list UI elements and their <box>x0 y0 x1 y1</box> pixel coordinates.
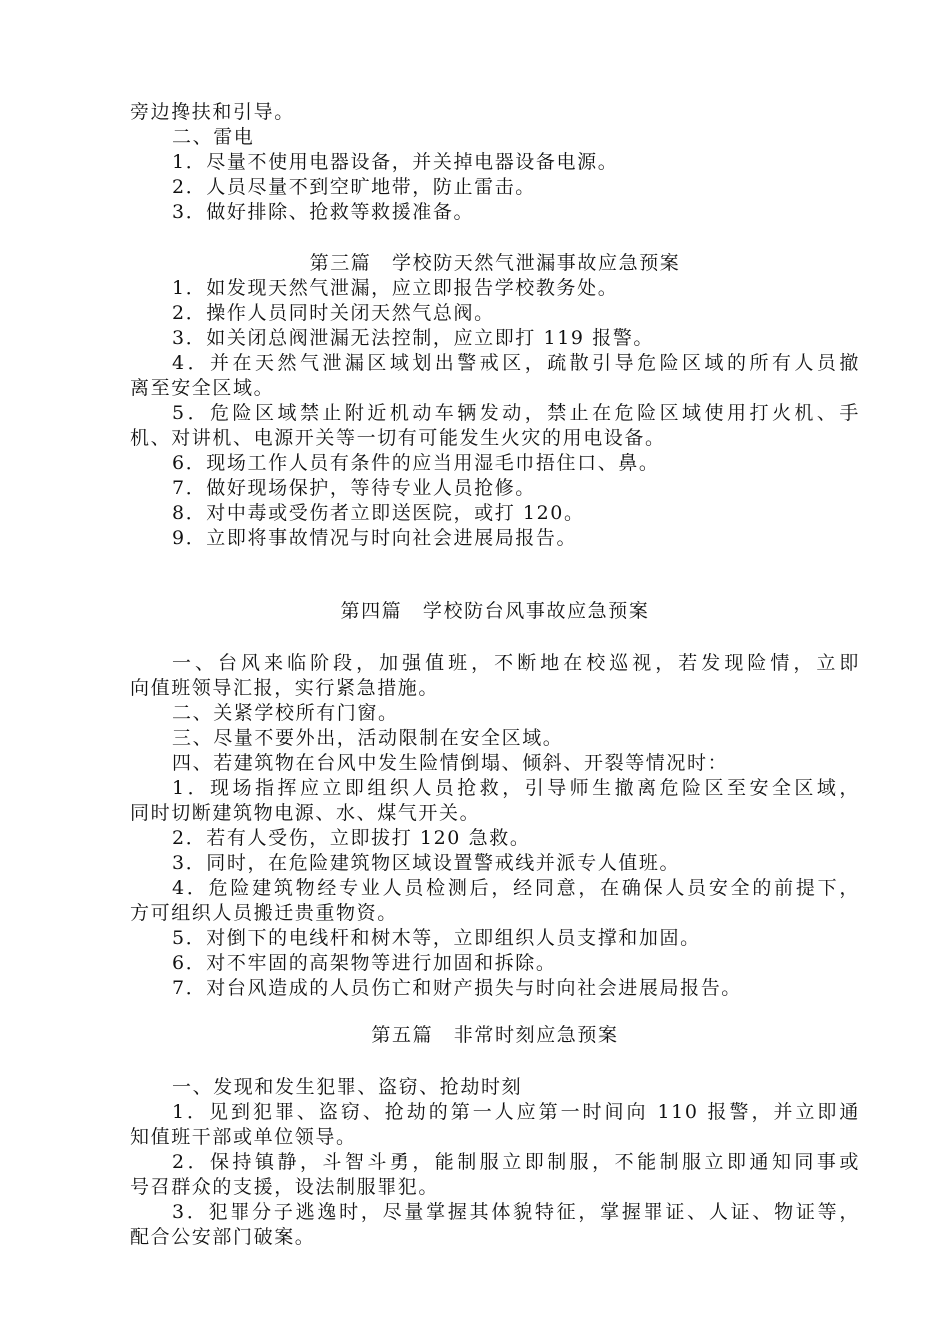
text-line: 7．做好现场保护，等待专业人员抢修。 <box>172 477 536 499</box>
text-line: 离至安全区域。 <box>130 377 275 399</box>
text-line: 4．危险建筑物经专业人员检测后，经同意，在确保人员安全的前提下， <box>172 877 860 899</box>
text-line: 1．见到犯罪、盗窃、抢劫的第一人应第一时间向 110 报警，并立即通 <box>172 1101 860 1123</box>
text-line: 3．做好排除、抢救等救援准备。 <box>172 201 475 223</box>
section-heading: 二、雷电 <box>172 126 255 148</box>
text-line: 9．立即将事故情况与时向社会进展局报告。 <box>172 527 578 549</box>
text-line: 3．同时，在危险建筑物区域设置警戒线并派专人值班。 <box>172 852 681 874</box>
text-line: 2．操作人员同时关闭天然气总阀。 <box>172 302 495 324</box>
text-line: 6．对不牢固的高架物等进行加固和拆除。 <box>172 952 557 974</box>
chapter-heading: 第四篇 学校防台风事故应急预案 <box>340 600 650 622</box>
text-line: 配合公安部门破案。 <box>130 1226 316 1248</box>
text-line: 3．犯罪分子逃逸时，尽量掌握其体貌特征，掌握罪证、人证、物证等， <box>172 1201 860 1223</box>
section-heading: 一、发现和发生犯罪、盗窃、抢劫时刻 <box>172 1076 523 1098</box>
text-line: 四、若建筑物在台风中发生险情倒塌、倾斜、开裂等情况时： <box>172 752 729 774</box>
text-line: 一、台风来临阶段，加强值班，不断地在校巡视，若发现险情，立即 <box>172 652 860 674</box>
text-line: 三、尽量不要外出，活动限制在安全区域。 <box>172 727 564 749</box>
text-line: 旁边搀扶和引导。 <box>130 101 295 123</box>
text-line: 1．现场指挥应立即组织人员抢救，引导师生撤离危险区至安全区域， <box>172 777 860 799</box>
text-line: 1．尽量不使用电器设备，并关掉电器设备电源。 <box>172 151 619 173</box>
text-line: 2．若有人受伤，立即拔打 120 急救。 <box>172 827 531 849</box>
text-line: 4．并在天然气泄漏区域划出警戒区，疏散引导危险区域的所有人员撤 <box>172 352 860 374</box>
text-line: 7．对台风造成的人员伤亡和财产损失与时向社会进展局报告。 <box>172 977 742 999</box>
chapter-heading: 第五篇 非常时刻应急预案 <box>371 1024 619 1046</box>
text-line: 知值班干部或单位领导。 <box>130 1126 357 1148</box>
text-line: 1．如发现天然气泄漏，应立即报告学校教务处。 <box>172 277 619 299</box>
text-line: 同时切断建筑物电源、水、煤气开关。 <box>130 802 481 824</box>
text-line: 2．保持镇静，斗智斗勇，能制服立即制服，不能制服立即通知同事或 <box>172 1151 860 1173</box>
text-line: 二、关紧学校所有门窗。 <box>172 702 399 724</box>
text-line: 机、对讲机、电源开关等一切有可能发生火灾的用电设备。 <box>130 427 666 449</box>
text-line: 3．如关闭总阀泄漏无法控制，应立即打 119 报警。 <box>172 327 655 349</box>
text-line: 8．对中毒或受伤者立即送医院，或打 120。 <box>172 502 585 524</box>
text-line: 2．人员尽量不到空旷地带，防止雷击。 <box>172 176 536 198</box>
text-line: 向值班领导汇报，实行紧急措施。 <box>130 677 440 699</box>
text-line: 5．危险区域禁止附近机动车辆发动，禁止在危险区域使用打火机、手 <box>172 402 860 424</box>
text-line: 5．对倒下的电线杆和树木等，立即组织人员支撑和加固。 <box>172 927 701 949</box>
text-line: 方可组织人员搬迁贵重物资。 <box>130 902 398 924</box>
chapter-heading: 第三篇 学校防天然气泄漏事故应急预案 <box>309 252 681 274</box>
text-line: 号召群众的支援，设法制服罪犯。 <box>130 1176 440 1198</box>
text-line: 6．现场工作人员有条件的应当用湿毛巾捂住口、鼻。 <box>172 452 660 474</box>
